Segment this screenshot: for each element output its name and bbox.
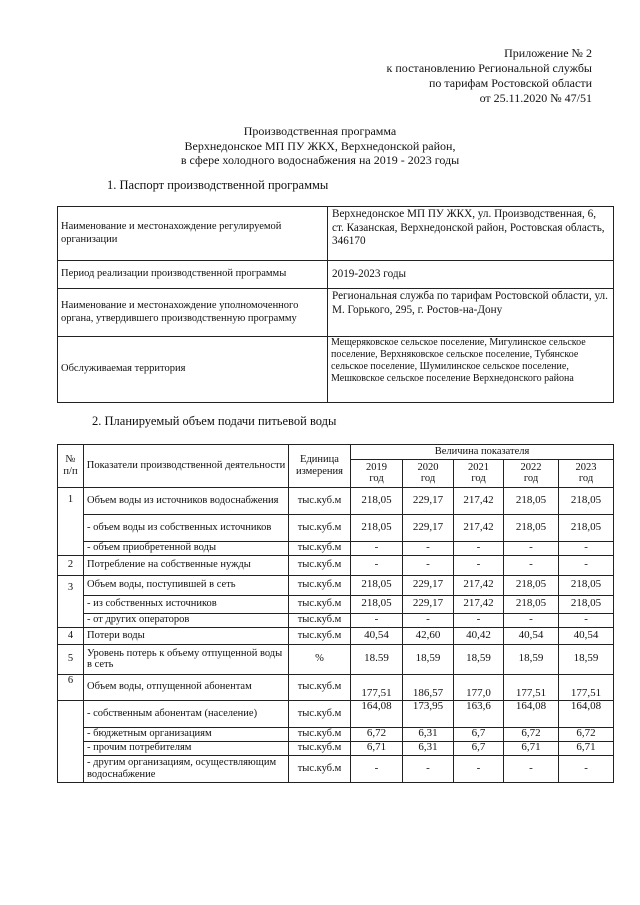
indicator-name: - из собственных источников (84, 595, 289, 613)
value-cell: 217,42 (454, 595, 504, 613)
value-cell: 218,05 (504, 487, 559, 514)
appendix-line: Приложение № 2 (504, 46, 592, 60)
value-cell: 6,71 (504, 741, 559, 755)
unit-cell: тыс.куб.м (289, 514, 351, 541)
value-cell: 18,59 (504, 644, 559, 674)
value-cell: 177,51 (351, 674, 403, 700)
indicator-name: Объем воды из источников водоснабжения (84, 487, 289, 514)
value-cell: 6,31 (403, 727, 454, 741)
appendix-block (387, 46, 592, 106)
indicator-name: Объем воды, поступившей в сеть (84, 575, 289, 595)
unit-cell: тыс.куб.м (289, 595, 351, 613)
indicator-name: Объем воды, отпущенной абонентам (84, 674, 289, 700)
value-cell: 218,05 (351, 595, 403, 613)
value-cell: 218,05 (559, 487, 614, 514)
value-cell: - (559, 555, 614, 575)
value-cell: 217,42 (454, 575, 504, 595)
value-cell: 229,17 (403, 595, 454, 613)
unit-cell: тыс.куб.м (289, 727, 351, 741)
value-cell: 218,05 (351, 575, 403, 595)
value-cell: 6,72 (504, 727, 559, 741)
value-cell: 6,72 (559, 727, 614, 741)
appendix-line: к постановлению Региональной службы (386, 61, 592, 75)
value-cell: - (559, 755, 614, 782)
value-cell: 18.59 (351, 644, 403, 674)
passport-value: Мещеряковское сельское поселение, Мигулинское сельское поселение, Верхняковское сельское поселение, Тубянское сельское поселение, Шумилинское сельское поселение, Мешковское сельское поселение Верхнедонского района (328, 337, 614, 403)
header-year: 2020 год (403, 459, 454, 487)
value-cell: 177,51 (559, 674, 614, 700)
value-cell: 173,95 (403, 700, 454, 727)
value-cell: 6,71 (351, 741, 403, 755)
unit-cell: тыс.куб.м (289, 613, 351, 627)
row-number: 2 (58, 555, 84, 575)
unit-cell: % (289, 644, 351, 674)
section-2-heading: 2. Планируемый объем подачи питьевой воды (92, 414, 337, 428)
value-cell: - (559, 541, 614, 555)
row-number: 4 (58, 627, 84, 644)
value-cell: 229,17 (403, 514, 454, 541)
table-row (58, 627, 614, 644)
volumes-table (57, 444, 614, 783)
unit-cell: тыс.куб.м (289, 541, 351, 555)
passport-key: Наименование и местонахождение уполномоченного органа, утвердившего производственную программу (58, 289, 328, 337)
value-cell: 42,60 (403, 627, 454, 644)
indicator-name: - прочим потребителям (84, 741, 289, 755)
row-number: 1 (58, 487, 84, 555)
value-cell: 218,05 (504, 514, 559, 541)
value-cell: - (504, 755, 559, 782)
value-cell: 6,31 (403, 741, 454, 755)
header-year: 2023 год (559, 459, 614, 487)
value-cell: 186,57 (403, 674, 454, 700)
table-row (58, 727, 614, 741)
value-cell: 229,17 (403, 575, 454, 595)
unit-cell: тыс.куб.м (289, 700, 351, 727)
value-cell: 18,59 (559, 644, 614, 674)
passport-row (58, 289, 614, 337)
value-cell: 217,42 (454, 487, 504, 514)
indicator-name: - объем воды из собственных источников (84, 514, 289, 541)
value-cell: 218,05 (559, 575, 614, 595)
value-cell: 163,6 (454, 700, 504, 727)
value-cell: 218,05 (504, 595, 559, 613)
value-cell: - (504, 541, 559, 555)
table-row (58, 487, 614, 514)
value-cell: 6,71 (559, 741, 614, 755)
unit-cell: тыс.куб.м (289, 674, 351, 700)
value-cell: 18,59 (454, 644, 504, 674)
value-cell: - (504, 613, 559, 627)
title-line: Верхнедонское МП ПУ ЖКХ, Верхнедонской район, (184, 138, 456, 153)
table-row (58, 575, 614, 595)
header-indicator: Показатели производственной деятельности (84, 445, 289, 488)
value-cell: 218,05 (351, 487, 403, 514)
passport-value: Верхнедонское МП ПУ ЖКХ, ул. Производственная, 6, ст. Казанская, Верхнедонской район, Ростовская область, 346170 (328, 207, 614, 261)
passport-row (58, 207, 614, 261)
value-cell: - (351, 555, 403, 575)
unit-cell: тыс.куб.м (289, 487, 351, 514)
value-cell: 177,51 (504, 674, 559, 700)
value-cell: 218,05 (504, 575, 559, 595)
title-line: Производственная программа (243, 124, 397, 138)
table-row (58, 595, 614, 613)
indicator-name: - собственным абонентам (население) (84, 700, 289, 727)
passport-key: Наименование и местонахождение регулируемой организации (58, 207, 328, 261)
indicator-name: Потребление на собственные нужды (84, 555, 289, 575)
value-cell: - (454, 755, 504, 782)
value-cell: 40,54 (351, 627, 403, 644)
appendix-line: от 25.11.2020 № 47/51 (479, 91, 592, 105)
header-row (58, 445, 614, 460)
value-cell: 6,72 (351, 727, 403, 741)
passport-key: Период реализации производственной программы (58, 261, 328, 289)
value-cell: - (454, 555, 504, 575)
indicator-name: Потери воды (84, 627, 289, 644)
value-cell: - (403, 613, 454, 627)
value-cell: - (351, 613, 403, 627)
header-num: № п/п (58, 445, 84, 488)
table-row (58, 741, 614, 755)
value-cell: 177,0 (454, 674, 504, 700)
value-cell: - (454, 541, 504, 555)
value-cell: - (403, 555, 454, 575)
title-line: в сфере холодного водоснабжения на 2019 - 2023 годы (180, 153, 460, 167)
value-cell: - (559, 613, 614, 627)
row-number: 5 (58, 644, 84, 674)
appendix-line: по тарифам Ростовской области (428, 76, 592, 90)
value-cell: 217,42 (454, 514, 504, 541)
header-year: 2022 год (504, 459, 559, 487)
indicator-name: - другим организациям, осуществляющим водоснабжение (84, 755, 289, 782)
section-1-heading: 1. Паспорт производственной программы (107, 178, 329, 192)
value-cell: 218,05 (351, 514, 403, 541)
value-cell: - (454, 613, 504, 627)
indicator-name: - бюджетным организациям (84, 727, 289, 741)
passport-row (58, 337, 614, 403)
table-row (58, 674, 614, 700)
value-cell: 164,08 (559, 700, 614, 727)
passport-value: 2019-2023 годы (328, 261, 614, 289)
volume-rows (58, 487, 614, 782)
value-cell: 18,59 (403, 644, 454, 674)
value-cell: 218,05 (559, 595, 614, 613)
unit-cell: тыс.куб.м (289, 755, 351, 782)
header-unit: Единица измерения (289, 445, 351, 488)
value-cell: - (504, 555, 559, 575)
value-cell: 6,7 (454, 741, 504, 755)
table-row (58, 541, 614, 555)
passport-value: Региональная служба по тарифам Ростовской области, ул. М. Горького, 295, г. Ростов-на-Дону (328, 289, 614, 337)
value-cell: 6,7 (454, 727, 504, 741)
table-row (58, 755, 614, 782)
row-number: 3 (58, 575, 84, 627)
indicator-name: - от других операторов (84, 613, 289, 627)
value-cell: - (403, 541, 454, 555)
value-cell: 164,08 (351, 700, 403, 727)
row-number: 6 (58, 674, 84, 700)
table-row (58, 700, 614, 727)
value-cell: - (351, 755, 403, 782)
table-row (58, 514, 614, 541)
row-number (58, 700, 84, 782)
value-cell: 229,17 (403, 487, 454, 514)
table-row (58, 644, 614, 674)
header-year: 2019 год (351, 459, 403, 487)
value-cell: 40,42 (454, 627, 504, 644)
document-title (0, 124, 640, 168)
indicator-name: Уровень потерь к объему отпущенной воды в сеть (84, 644, 289, 674)
table-row (58, 613, 614, 627)
value-cell: 164,08 (504, 700, 559, 727)
unit-cell: тыс.куб.м (289, 627, 351, 644)
passport-table (57, 206, 614, 403)
header-value: Величина показателя (351, 445, 614, 460)
value-cell: 40,54 (559, 627, 614, 644)
indicator-name: - объем приобретенной воды (84, 541, 289, 555)
value-cell: - (351, 541, 403, 555)
passport-row (58, 261, 614, 289)
unit-cell: тыс.куб.м (289, 575, 351, 595)
table-row (58, 555, 614, 575)
header-year: 2021 год (454, 459, 504, 487)
unit-cell: тыс.куб.м (289, 555, 351, 575)
value-cell: 218,05 (559, 514, 614, 541)
unit-cell: тыс.куб.м (289, 741, 351, 755)
value-cell: - (403, 755, 454, 782)
passport-key: Обслуживаемая территория (58, 337, 328, 403)
value-cell: 40,54 (504, 627, 559, 644)
